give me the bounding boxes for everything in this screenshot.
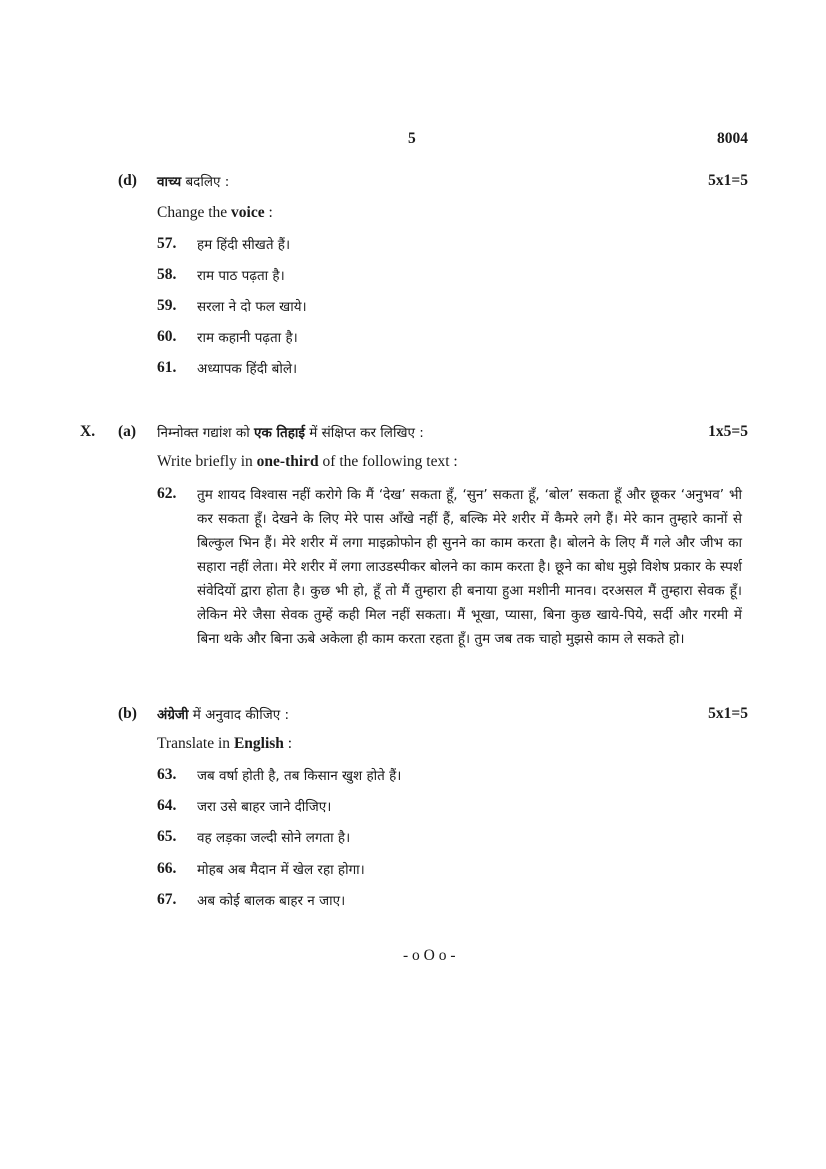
part-a-english-instruction [157, 453, 458, 471]
instruction-rest: बदलिए : [181, 174, 230, 190]
part-b-label: (b) [118, 705, 137, 722]
question-number: 59. [157, 297, 177, 314]
question-text: जब वर्षा होती है, तब किसान खुश होते हैं। [197, 768, 402, 784]
question-text: राम पाठ पढ़ता है। [197, 268, 285, 284]
english-bold: one-third [256, 453, 319, 470]
instruction-bold-english: अंग्रेजी [157, 707, 189, 723]
part-a-instruction [157, 423, 424, 441]
english-prefix: Change the [157, 204, 232, 221]
part-a-marks: 1x5=5 [708, 423, 748, 440]
part-b-marks: 5x1=5 [708, 705, 748, 722]
part-b-english-instruction [157, 735, 292, 753]
question-number: 60. [157, 328, 177, 345]
english-bold: voice [231, 204, 265, 221]
section-d-label: (d) [118, 172, 137, 189]
english-suffix: of the following text : [318, 453, 458, 470]
question-number: 65. [157, 828, 177, 845]
question-number: 57. [157, 235, 177, 252]
question-text: जरा उसे बाहर जाने दीजिए। [197, 799, 332, 815]
question-text: मोहब अब मैदान में खेल रहा होगा। [197, 862, 365, 878]
question-number: 66. [157, 860, 177, 877]
question-number: 61. [157, 359, 177, 376]
passage-text: तुम शायद विश्वास नहीं करोगे कि मैं ‘देख’ सकता हूँ, ‘सुन’ सकता हूँ, ‘बोल’ सकता हूँ और छूकर ‘अनुभव’ भी कर सकता हूँ। देखने के लिए मेरे पास आँखे नहीं हैं, बल्कि मेरे शरीर में कैमरे लगे हैं। मेरे कान तुम्हारे कानों से बिल्कुल भिन हैं। मेरे शरीर में लगा माइक्रोफोन ही सुनने का काम करता है। बोलने के लिए मैं गले और जीभ का सहारा नहीं लेता। मेरे शरीर में लगा लाउडस्पीकर बोलने का काम करता है। छूने का बोध मुझे विशेष प्रकार के स्पर्श संवेदियों द्वारा होता है। कुछ भी हो, हूँ तो मैं तुम्हारा ही बनाया हुआ मशीनी मानव। दरअसल मैं तुम्हारा सेवक हूँ। लेकिन मेरे जैसा सेवक तुम्हें कही मिल नहीं सकता। मैं भूखा, प्यासा, बिना कुछ खाये-पिये, सर्दी और गरमी में बिना थके और बिना ऊबे अकेला ही काम करता रहता हूँ। तुम जब तक चाहो मुझसे काम ले सकते हो। [197, 487, 742, 647]
page-number: 5 [408, 130, 416, 147]
english-suffix: : [283, 735, 293, 752]
question-number: 67. [157, 891, 177, 908]
question-number: 58. [157, 266, 177, 283]
english-prefix: Translate in [157, 735, 234, 752]
part-b-instruction [157, 705, 289, 723]
english-prefix: Write briefly in [157, 453, 257, 470]
instruction-rest: में अनुवाद कीजिए : [188, 707, 290, 723]
paper-code: 8004 [717, 130, 748, 147]
section-d-english-instruction [157, 204, 273, 222]
instruction-suffix: में संक्षिप्त कर लिखिए : [305, 425, 424, 441]
instruction-bold-one-third: एक तिहाई [253, 425, 306, 441]
section-x-roman: X. [80, 423, 96, 440]
english-bold: English [233, 735, 284, 752]
section-d-instruction [157, 172, 229, 190]
end-mark: - o O o - [403, 947, 456, 964]
english-suffix: : [264, 204, 273, 221]
question-number: 64. [157, 797, 177, 814]
question-number: 62. [157, 485, 177, 502]
instruction-prefix: निम्नोक्त गद्यांश को [157, 425, 254, 441]
question-text: सरला ने दो फल खाये। [197, 299, 307, 315]
question-text: हम हिंदी सीखते हैं। [197, 237, 291, 253]
question-text: अध्यापक हिंदी बोले। [197, 361, 298, 377]
instruction-bold-voice: वाच्य [157, 174, 182, 190]
question-text: अब कोई बालक बाहर न जाए। [197, 893, 346, 909]
section-d-marks: 5x1=5 [708, 172, 748, 189]
question-text: वह लड़का जल्दी सोने लगता है। [197, 830, 351, 846]
part-a-label: (a) [118, 423, 137, 440]
question-number: 63. [157, 766, 177, 783]
question-text: राम कहानी पढ़ता है। [197, 330, 298, 346]
